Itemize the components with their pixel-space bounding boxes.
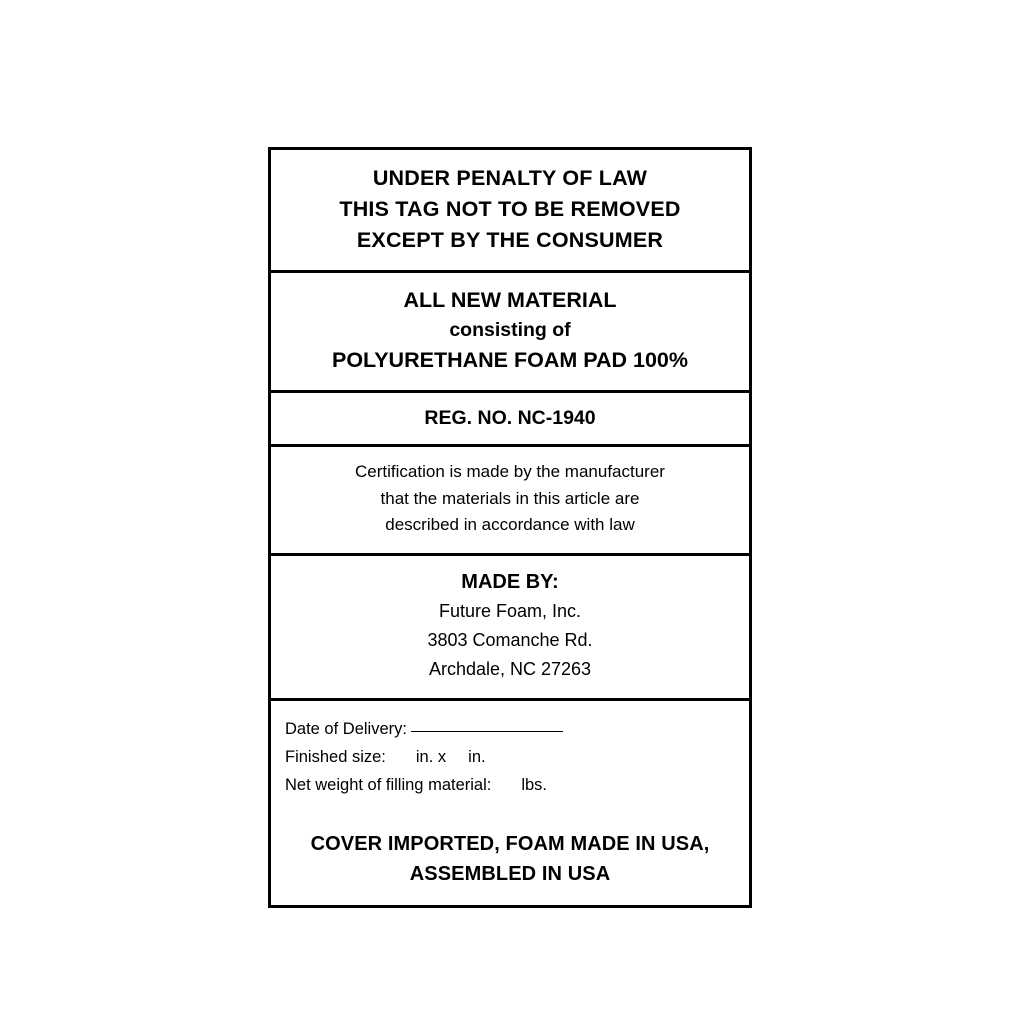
manufacturer-city-state-zip: Archdale, NC 27263 (428, 658, 592, 679)
date-of-delivery-row (285, 715, 735, 743)
certification-line-1: Certification is made by the manufacturer (355, 462, 665, 481)
law-label-tag (268, 147, 752, 908)
certification-line-2: that the materials in this article are (380, 488, 640, 508)
manufacturer-heading: MADE BY: (461, 570, 559, 593)
registration-number: REG. NO. NC-1940 (424, 407, 596, 429)
date-of-delivery-input[interactable] (411, 731, 563, 732)
net-weight-row (285, 771, 735, 799)
material-connector: consisting of (449, 319, 571, 341)
certification-line-3: described in accordance with law (385, 515, 635, 534)
manufacturer-street: 3803 Comanche Rd. (427, 629, 593, 650)
origin-line-1: COVER IMPORTED, FOAM MADE IN USA, (310, 832, 710, 855)
finished-size-label: Finished size: (285, 747, 386, 766)
finished-size-row (285, 743, 735, 771)
penalty-notice-section (271, 150, 749, 273)
material-heading: ALL NEW MATERIAL (403, 288, 617, 312)
origin-line-2: ASSEMBLED IN USA (409, 862, 611, 885)
date-of-delivery-label: Date of Delivery: (285, 719, 407, 738)
fields-block (271, 715, 749, 799)
finished-size-unit-2: in. (468, 747, 486, 766)
manufacturer-section (271, 556, 749, 701)
penalty-notice-line-1: UNDER PENALTY OF LAW (372, 166, 648, 190)
penalty-notice-line-3: EXCEPT BY THE CONSUMER (356, 228, 664, 252)
material-section (271, 273, 749, 393)
origin-statement (271, 799, 749, 891)
certification-section (271, 447, 749, 556)
fillable-fields-section (271, 701, 749, 905)
material-content: POLYURETHANE FOAM PAD 100% (331, 348, 688, 372)
penalty-notice-line-2: THIS TAG NOT TO BE REMOVED (339, 197, 681, 221)
registration-section (271, 393, 749, 447)
net-weight-unit: lbs. (521, 775, 548, 794)
net-weight-label: Net weight of filling material: (285, 775, 492, 794)
finished-size-unit-1: in. x (415, 747, 447, 766)
manufacturer-company: Future Foam, Inc. (438, 600, 582, 621)
